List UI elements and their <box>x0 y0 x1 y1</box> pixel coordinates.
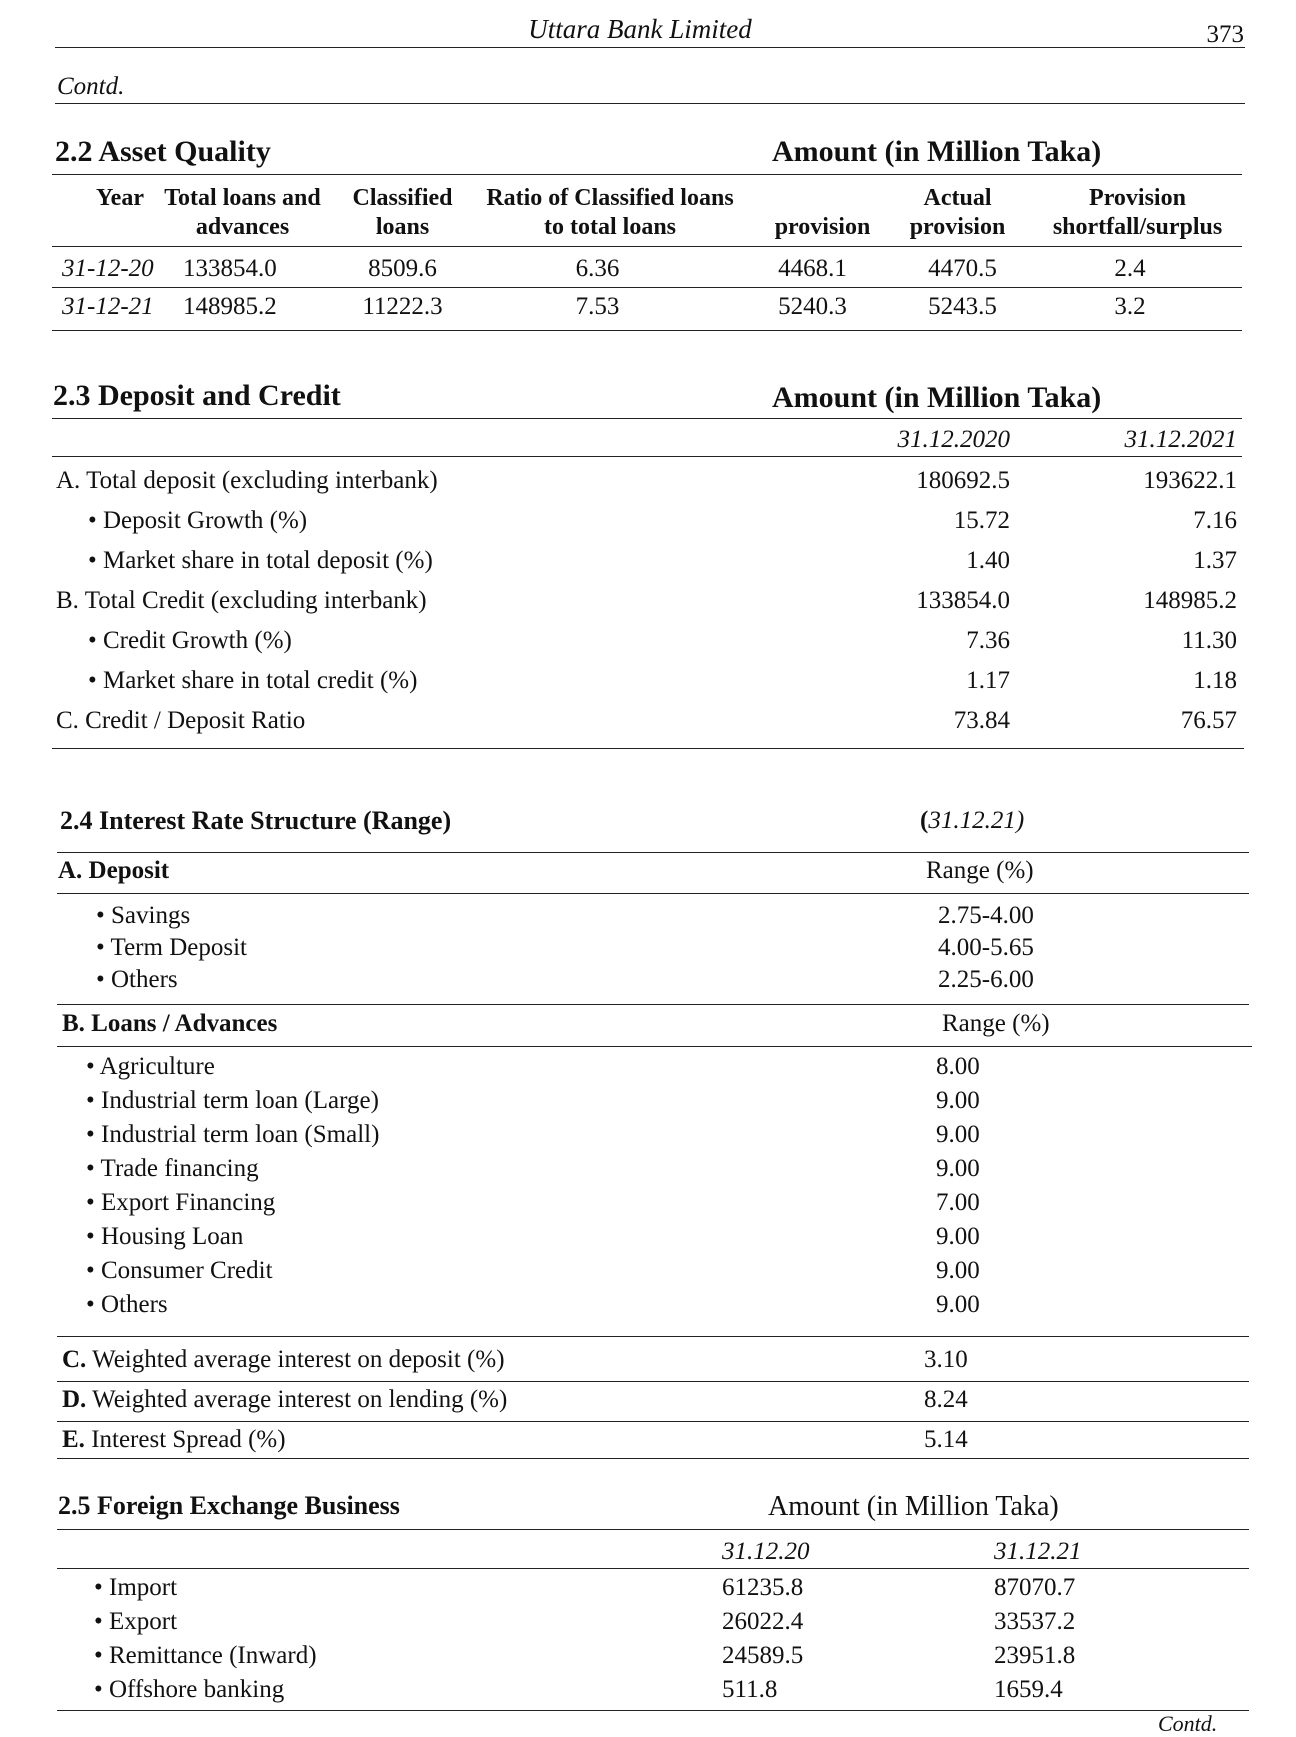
loan-item-housing-range: 9.00 <box>936 1223 980 1250</box>
deposit-credit-top-rule <box>52 418 1242 419</box>
aq-row1-provision: 4468.1 <box>778 255 847 282</box>
aq-row2-year: 31-12-21 <box>62 293 154 320</box>
summary-lending-text: Weighted average interest on lending (%) <box>86 1386 508 1413</box>
forex-remittance-21: 23951.8 <box>994 1642 1076 1669</box>
dc-row5-2021: 11.30 <box>1181 627 1237 654</box>
aq-row1-ratio: 6.36 <box>575 255 620 282</box>
forex-col-20: 31.12.20 <box>722 1538 810 1565</box>
aq-row1-year: 31-12-20 <box>62 255 154 282</box>
forex-top-rule <box>57 1529 1249 1530</box>
summary-deposit-value: 3.10 <box>924 1346 968 1373</box>
loan-item-industrial-large-range: 9.00 <box>936 1087 980 1114</box>
deposit-item-savings-range: 2.75-4.00 <box>938 902 1034 929</box>
dc-row2-label: • Deposit Growth (%) <box>88 507 308 534</box>
loan-item-trade-range: 9.00 <box>936 1155 980 1182</box>
summary-deposit-label <box>62 1345 505 1375</box>
summary-rule-2 <box>57 1421 1249 1422</box>
forex-import-21: 87070.7 <box>994 1574 1076 1601</box>
col-actual-line1: Actual <box>923 185 992 211</box>
dc-row7-2021: 76.57 <box>1180 707 1237 734</box>
col-shortfall-line2: shortfall/surplus <box>1052 214 1223 240</box>
col-classified-line2: loans <box>375 214 430 240</box>
deposit-heading-rule <box>57 893 1249 894</box>
loan-item-industrial-small: • Industrial term loan (Small) <box>86 1121 380 1148</box>
deposit-item-savings: • Savings <box>96 902 191 929</box>
aq-row2-total: 148985.2 <box>183 293 277 320</box>
summary-lending-value: 8.24 <box>924 1386 968 1413</box>
loan-item-industrial-large: • Industrial term loan (Large) <box>86 1087 379 1114</box>
forex-col-21: 31.12.21 <box>994 1538 1082 1565</box>
aq-row1-shortfall: 2.4 <box>1114 255 1146 282</box>
dc-row4-2020: 133854.0 <box>916 587 1010 614</box>
dc-row4-label: B. Total Credit (excluding interbank) <box>56 587 427 614</box>
summary-rule-1 <box>57 1381 1249 1382</box>
interest-rate-date-paren: ( <box>920 807 929 834</box>
dc-row5-label: • Credit Growth (%) <box>88 627 292 654</box>
deposit-item-others-range: 2.25-6.00 <box>938 966 1034 993</box>
forex-amount-label: Amount (in Million Taka) <box>768 1491 1059 1522</box>
forex-title: 2.5 Foreign Exchange Business <box>58 1491 400 1520</box>
loan-item-export-range: 7.00 <box>936 1189 980 1216</box>
col-ratio-line1: Ratio of Classified loans <box>486 185 734 211</box>
page-number: 373 <box>1206 21 1244 48</box>
summary-lending-label <box>62 1385 507 1415</box>
summary-spread-letter: E. <box>62 1426 85 1453</box>
forex-export-label: • Export <box>94 1608 178 1635</box>
deposit-heading: A. Deposit <box>58 857 170 884</box>
dc-row2-2020: 15.72 <box>953 507 1010 534</box>
loan-item-trade: • Trade financing <box>86 1155 259 1182</box>
loan-item-agriculture: • Agriculture <box>86 1053 215 1080</box>
deposit-item-term-range: 4.00-5.65 <box>938 934 1034 961</box>
forex-import-20: 61235.8 <box>722 1574 804 1601</box>
dc-row1-2021: 193622.1 <box>1143 467 1237 494</box>
dc-row5-2020: 7.36 <box>966 627 1010 654</box>
forex-export-21: 33537.2 <box>994 1608 1076 1635</box>
aq-row2-classified: 11222.3 <box>362 293 443 320</box>
summary-deposit-text: Weighted average interest on deposit (%) <box>86 1346 505 1373</box>
aq-row2-shortfall: 3.2 <box>1114 293 1146 320</box>
summary-spread-value: 5.14 <box>924 1426 968 1453</box>
dc-row1-2020: 180692.5 <box>916 467 1010 494</box>
asset-quality-header-rule <box>52 246 1242 247</box>
deposit-section-rule <box>57 1004 1249 1005</box>
loan-item-consumer: • Consumer Credit <box>86 1257 273 1284</box>
deposit-credit-title: 2.3 Deposit and Credit <box>53 379 341 412</box>
col-shortfall-line1: Provision <box>1089 185 1186 211</box>
summary-deposit-letter: C. <box>62 1346 87 1373</box>
interest-rate-title: 2.4 Interest Rate Structure (Range) <box>60 806 452 835</box>
col-year: Year <box>96 185 144 211</box>
loan-item-others: • Others <box>86 1291 168 1318</box>
forex-offshore-21: 1659.4 <box>994 1676 1063 1703</box>
dc-row4-2021: 148985.2 <box>1143 587 1237 614</box>
asset-quality-top-rule <box>52 174 1242 175</box>
aq-row2-ratio: 7.53 <box>575 293 620 320</box>
aq-row2-actual: 5243.5 <box>928 293 997 320</box>
forex-offshore-label: • Offshore banking <box>94 1676 285 1703</box>
aq-row1-actual: 4470.5 <box>928 255 997 282</box>
asset-quality-amount-label: Amount (in Million Taka) <box>772 135 1102 168</box>
loans-heading-rule <box>57 1046 1252 1047</box>
asset-quality-bottom-rule <box>52 330 1242 331</box>
dc-row6-2020: 1.17 <box>966 667 1010 694</box>
dc-row3-label: • Market share in total deposit (%) <box>88 547 433 574</box>
dc-row2-2021: 7.16 <box>1193 507 1237 534</box>
deposit-range-label: Range (%) <box>926 857 1034 884</box>
dc-col-2021: 31.12.2021 <box>1124 426 1237 453</box>
loans-heading: B. Loans / Advances <box>62 1010 278 1037</box>
loans-section-rule <box>57 1336 1249 1337</box>
deposit-item-others: • Others <box>96 966 178 993</box>
deposit-credit-bottom-rule <box>52 748 1244 749</box>
col-ratio-line2: to total loans <box>544 214 676 240</box>
aq-row1-total: 133854.0 <box>183 255 277 282</box>
interest-rate-top-rule <box>57 852 1249 853</box>
loans-range-label: Range (%) <box>942 1010 1050 1037</box>
dc-row1-label: A. Total deposit (excluding interbank) <box>56 467 438 494</box>
bank-name: Uttara Bank Limited <box>528 14 752 44</box>
dc-row3-2021: 1.37 <box>1193 547 1237 574</box>
loan-item-housing: • Housing Loan <box>86 1223 244 1250</box>
col-actual-line2: provision <box>909 214 1006 240</box>
contd-rule <box>55 103 1245 104</box>
summary-lending-letter: D. <box>62 1386 87 1413</box>
forex-export-20: 26022.4 <box>722 1608 804 1635</box>
loan-item-agriculture-range: 8.00 <box>936 1053 980 1080</box>
dc-row7-label: C. Credit / Deposit Ratio <box>56 707 306 734</box>
aq-row1-classified: 8509.6 <box>368 255 437 282</box>
contd-bottom: Contd. <box>1158 1711 1218 1736</box>
header-rule <box>55 47 1245 48</box>
col-classified-line1: Classified <box>352 185 453 211</box>
dc-col-2020: 31.12.2020 <box>897 426 1010 453</box>
dc-row6-label: • Market share in total credit (%) <box>88 667 418 694</box>
summary-spread-text: Interest Spread (%) <box>84 1426 286 1453</box>
forex-import-label: • Import <box>94 1574 178 1601</box>
asset-quality-title: 2.2 Asset Quality <box>55 135 271 168</box>
aq-row2-provision: 5240.3 <box>778 293 847 320</box>
contd-top: Contd. <box>57 73 125 100</box>
forex-bottom-rule <box>57 1710 1249 1711</box>
col-provision: provision <box>774 214 871 240</box>
asset-quality-row-rule <box>52 287 1242 288</box>
summary-spread-label <box>62 1425 286 1455</box>
deposit-item-term: • Term Deposit <box>96 934 247 961</box>
dc-row3-2020: 1.40 <box>966 547 1010 574</box>
forex-header-rule <box>57 1568 1249 1569</box>
forex-offshore-20: 511.8 <box>722 1676 778 1703</box>
loan-item-industrial-small-range: 9.00 <box>936 1121 980 1148</box>
interest-rate-bottom-rule <box>57 1458 1249 1459</box>
dc-row7-2020: 73.84 <box>953 707 1010 734</box>
dc-row6-2021: 1.18 <box>1193 667 1237 694</box>
interest-rate-date-value: 31.12.21) <box>928 807 1025 834</box>
deposit-credit-amount-label: Amount (in Million Taka) <box>772 381 1102 414</box>
interest-rate-date <box>920 806 1024 836</box>
forex-remittance-20: 24589.5 <box>722 1642 804 1669</box>
forex-remittance-label: • Remittance (Inward) <box>94 1642 317 1669</box>
loan-item-export: • Export Financing <box>86 1189 276 1216</box>
deposit-credit-header-rule <box>52 456 1242 457</box>
loan-item-consumer-range: 9.00 <box>936 1257 980 1284</box>
col-total-line2: advances <box>195 214 290 240</box>
col-total-line1: Total loans and <box>164 185 321 211</box>
loan-item-others-range: 9.00 <box>936 1291 980 1318</box>
